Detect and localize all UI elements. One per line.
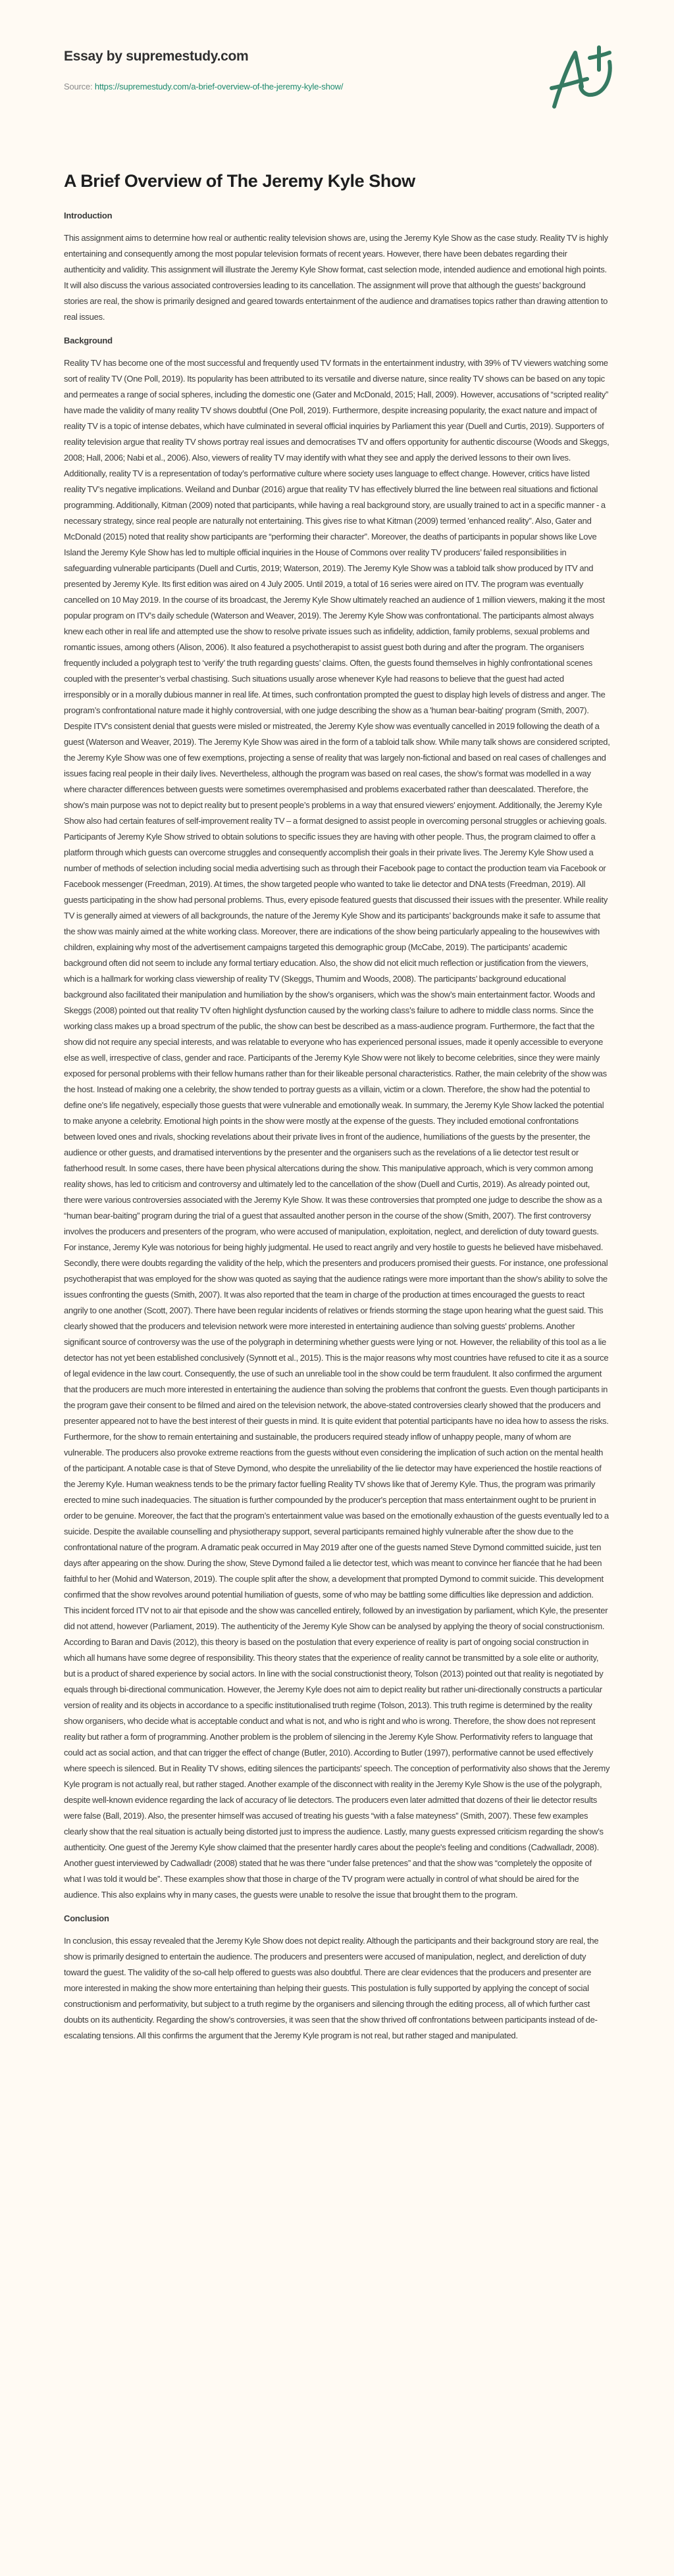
section-heading: Introduction <box>64 211 113 220</box>
a-plus-grade-icon <box>546 45 625 111</box>
section-body: Reality TV has become one of the most successful and frequently used TV formats in the entertainment industry, with 39% of TV viewers watching some sort of reality TV (One Poll, 2019). Its popularity has been attributed to its versatile and diverse nature, since reality TV shows can be based on any topic and permeates a range of social spheres, including the domestic one (Gater and McDonald, 2015; Hall, 2009). However, accusations of “scripted reality” have made the validity of many reality TV shows doubtful (One Poll, 2019). Furthermore, despite increasing popularity, the exact nature and impact of reality TV is a topic of intense debates, which have culminated in several official inquiries by Parliament this year (Duell and Curtis, 2019). Supporters of reality television argue that reality TV shows portray real issues and democratises TV and offers opportunity for authentic discourse (Woods and Skeggs, 2008; Hall, 2006; Nabi et al., 2006). Also, viewers of reality TV may identify with what they see and apply the derived lessons to their own lives. Additionally, reality TV is a representation of today’s performative culture where society uses language to effect change. However, critics have listed reality TV’s negative implications. Weiland and Dunbar (2016) argue that reality TV has effectively blurred the line between real situations and fictional programming. Additionally, Kitman (2009) noted that participants, while having a real background story, are usually trained to act in a specific manner - a necessary strategy, since real people are naturally not entertaining. This gives rise to what Kitman (2009) termed 'enhanced reality”. Also, Gater and McDonald (2015) noted that reality show participants are “performing their character”. Moreover, the deaths of participants in popular shows like Love Island the Jeremy Kyle Show has led to multiple official inquiries in the House of Commons over reality TV producers’ failed responsibilities in safeguarding vulnerable participants (Duell and Curtis, 2019; Waterson, 2019). The Jeremy Kyle Show was a tabloid talk show produced by ITV and presented by Jeremy Kyle. Its first edition was aired on 4 July 2005. Until 2019, a total of 16 series were aired on ITV. The program was eventually cancelled on 10 May 2019. In the course of its broadcast, the Jeremy Kyle Show ultimately reached an audience of 1 million viewers, making it the most popular program on ITV’s daily schedule (Waterson and Weaver, 2019). The Jeremy Kyle Show was confrontational. The participants almost always knew each other in real life and attempted use the show to resolve private issues such as infidelity, addiction, family problems, sexual problems and romantic issues, among others (Alison, 2006). It also featured a psychotherapist to assist guest both during and after the program. The organisers frequently included a polygraph test to ‘verify’ the truth regarding guests’ claims. Often, the guests found themselves in highly confrontational scenes coupled with the presenter’s verbal chastising. Such situations usually arose whenever Kyle had reasons to believe that the guest had acted irresponsibly or in a morally dubious manner in real life. At times, such confrontation prompted the guest to display high levels of distress and anger. The program’s confrontational nature made it highly controversial, with one judge describing the show as a 'human bear-baiting' program (Smith, 2007). Despite ITV's consistent denial that guests were misled or mistreated, the Jeremy Kyle show was eventually cancelled in 2019 following the death of a guest (Waterson and Weaver, 2019). The Jeremy Kyle Show was aired in the form of a tabloid talk show. While many talk shows are considered scripted, the Jeremy Kyle Show was one of few exemptions, projecting a sense of reality that was largely non-fictional and based on real cases of challenges and issues facing real people in their daily lives. Nevertheless, although the program was based on real cases, the show’s format was modelled in a way where character differences between guests were sometimes overemphasised and problems exacerbated rather than deescalated. Therefore, the show’s main purpose was not to depict reality but to present people’s problems in a way that ensured viewers' enjoyment. Additionally, the Jeremy Kyle Show also had certain features of self-improvement reality TV – a format designed to assist people in overcoming personal struggles or achieving goals. Participants of Jeremy Kyle Show strived to obtain solutions to specific issues they are having with other people. Thus, the program claimed to offer a platform through which guests can overcome struggles and consequently accomplish their goals in their private lives. The Jeremy Kyle Show used a number of methods of selection including social media advertising such as through their Facebook page to contact the production team via Facebook or Facebook messenger (Freedman, 2019). At times, the show targeted people who wanted to take lie detector and DNA tests (Freedman, 2019). All guests participating in the show had personal problems. Thus, every episode featured guests that discussed their issues with the presenter. While reality TV is generally aimed at viewers of all backgrounds, the nature of the Jeremy Kyle Show and its participants’ backgrounds make it safe to assume that the show was mainly aimed at the white working class. Moreover, there are indications of the show being particularly appealing to the housewives with children, explaining why most of the advertisement campaigns targeted this demographic group (McCabe, 2019). The participants’ academic background often did not seem to include any formal tertiary education. Also, the show did not elicit much reflection or justification from the viewers, which is a hallmark for working class viewership of reality TV (Skeggs, Thumim and Woods, 2008). The participants’ background educational background also facilitated their manipulation and humiliation by the show’s organisers, which was the show’s main entertainment factor. Woods and Skeggs (2008) pointed out that reality TV often highlight dysfunction caused by the working class’s failure to adhere to middle class norms. Since the working class makes up a broad spectrum of the public, the show can best be described as a mass-audience program. Furthermore, the fact that the show did not require any special interests, and was relatable to everyone who has experienced personal issues, made it openly accessible to everyone else as well, irrespective of class, gender and race. Participants of the Jeremy Kyle Show were not likely to become celebrities, since they were mainly exposed for personal problems with their fellow humans rather than for their likeable personal characteristics. Rather, the main celebrity of the show was the host. Instead of making one a celebrity, the show tended to portray guests as a villain, victim or a clown. Therefore, the show had the potential to define one's life negatively, especially those guests that were vulnerable and emotionally weak. In summary, the Jeremy Kyle Show lacked the potential to make anyone a celebrity. Emotional high points in the show were mostly at the expense of the guests. They included emotional confrontations between loved ones and rivals, shocking revelations about their private lives in front of the audience, humiliations of the guests by the presenter, the audience or other guests, and dramatised interventions by the presenter and the organisers such as the revelations of a lie detector test result or fatherhood result. In some cases, there have been physical altercations during the show. This manipulative approach, which is very common among reality shows, has led to criticism and controversy and ultimately led to the cancellation of the show (Duell and Curtis, 2019). As already pointed out, there were various controversies associated with the Jeremy Kyle Show. It was these controversies that prompted one judge to describe the show as a “human bear-baiting” program during the trial of a guest that assaulted another person in the course of the show (Smith, 2007). The first controversy involves the producers and presenters of the program, who were accused of manipulation, exploitation, neglect, and dereliction of duty toward guests. For instance, Jeremy Kyle was notorious for being highly judgmental. He used to react angrily and very hostile to guests he believed have misbehaved. Secondly, there were doubts regarding the validity of the help, which the presenters and producers promised their guests. For instance, one professional psychotherapist that was employed for the show was quoted as saying that the audience ratings were more important than the show's ability to solve the issues confronting the guests (Smith, 2007). It was also reported that the team in charge of the production at times encouraged the guests to react angrily to one another (Scott, 2007). There have been regular incidents of relatives or friends storming the stage upon hearing what the guest said. This clearly showed that the producers and television network were more interested in entertaining audience than solving guests' problems. Another significant source of controversy was the use of the polygraph in determining whether guests were lying or not. However, the reliability of this tool as a lie detector has not yet been established conclusively (Synnott et al., 2015). This is the major reasons why most countries have refused to cite it as a source of legal evidence in the law court. Consequently, the use of such an unreliable tool in the show could be term fraudulent. It also confirmed the argument that the producers are much more interested in entertaining the audience than solving the problems that confront the guests. Even though participants in the program gave their consent to be filmed and aired on the television network, the above-stated controversies clearly showed that the producers and presenter appeared not to have the best interest of their guests in mind. It is quite evident that potential participants have no idea how to assess the risks. Furthermore, for the show to remain entertaining and sustainable, the producers required steady inflow of unhappy people, many of whom are vulnerable. The producers also provoke extreme reactions from the guests without even considering the implication of such action on the mental health of the participant. A notable case is that of Steve Dymond, who despite the unreliability of the lie detector may have experienced the hostile reactions of the Jeremy Kyle. Human weakness tends to be the primary factor fuelling Reality TV shows like that of Jeremy Kyle. Thus, the program was primarily erected to mine such inadequacies. The situation is further compounded by the producer's perception that mass entertainment ought to be prurient in order to be genuine. Moreover, the fact that the program’s entertainment value was based on the emotionally exhaustion of the guests eventually led to a suicide. Despite the available counselling and physiotherapy support, several participants remained highly vulnerable after the show due to the confrontational nature of the program. A dramatic peak occurred in May 2019 after one of the guests named Steve Dymond committed suicide, just ten days after appearing on the show. During the show, Steve Dymond failed a lie detector test, which was meant to convince her fiancée that he had been faithful to her (Mohid and Waterson, 2019). The couple split after the show, a development that prompted Dymond to commit suicide. This development confirmed that the show revolves around potential humiliation of guests, some of who may be battling some difficulties like depression and addiction. This incident forced ITV not to air that episode and the show was cancelled entirely, followed by an investigation by parliament, which Kyle, the presenter did not attend, however (Parliament, 2019). The authenticity of the Jeremy Kyle Show can be analysed by applying the theory of social constructionism. According to Baran and Davis (2012), this theory is based on the postulation that every experience of reality is part of ongoing social construction in which all humans have some degree of responsibility. This theory states that the experience of reality cannot be transmitted by a sole elite or authority, but is a product of shared experience by social actors. In line with the social constructionist theory, Tolson (2013) pointed out that reality is negotiated by equals through bi-directional communication. However, the Jeremy Kyle does not aim to depict reality but rather uni-directionally constructs a particular version of reality and its objects in accordance to a specific institutionalised truth regime (Tolson, 2013). This truth regime is determined by the reality show organisers, who decide what is acceptable conduct and what is not, and who is right and who is wrong. Therefore, the show does not represent reality but rather a form of programming. Another problem is the problem of silencing in the Jeremy Kyle Show. Performativity refers to language that could act as social action, and that can trigger the effect of change (Butler, 2010). According to Butler (1997), performative cannot be used effectively where speech is silenced. But in Reality TV shows, editing silences the participants' speech. The conception of performativity also shows that the Jeremy Kyle program is not actually real, but rather staged. Another example of the disconnect with reality in the Jeremy Kyle Show is the use of the polygraph, despite well-known evidence regarding the lack of accuracy of lie detectors. The producers even later admitted that dozens of their lie detector results were false (Ball, 2019). Also, the presenter himself was accused of treating his guests “with a false mateyness” (Smith, 2007). These few examples clearly show that the real situation is actually being distorted just to impress the audience. Lastly, many guests expressed criticism regarding the show’s authenticity. One guest of the Jeremy Kyle show claimed that the presenter hardly cares about the people's feeling and conditions (Cadwalladr, 2008). Another guest interviewed by Cadwalladr (2008) stated that he was there “under false pretences” and that the show was “completely the opposite of what I was told it would be”. These examples show that those in charge of the TV program were actually in control of what should be aired for the audience. This also explains why in many cases, the guests were unable to resolve the issue that brought them to the program. <box>64 358 610 1900</box>
source-label: Source: <box>64 82 95 91</box>
section-heading: Background <box>64 336 113 345</box>
section-body: In conclusion, this essay revealed that the Jeremy Kyle Show does not depict reality. Although the participants and their background story are real, the show is primarily designed to entertain the audience. The producers and presenters were accused of manipulation, neglect, and dereliction of duty toward the guest. The validity of the so-call help offered to guests was also doubtful. There are clear evidences that the producers and presenter are more interested in making the show more entertaining than helping their guests. This postulation is fully supported by applying the concept of social constructionism and performativity, but subject to a truth regime by the organisers and silencing through the editing process, all of which further cast doubts on its authenticity. Regarding the show’s controversies, it was seen that the show thrived off confrontations between participants instead of de-escalating tensions. All this confirms the argument that the Jeremy Kyle program is not real, but rather staged and manipulated. <box>64 1936 599 2040</box>
section-background <box>64 334 610 1903</box>
page-header <box>0 0 674 132</box>
section-conclusion <box>64 1912 610 2044</box>
section-introduction <box>64 209 610 325</box>
source-line <box>64 82 343 91</box>
section-heading: Conclusion <box>64 1913 109 1923</box>
section-body: This assignment aims to determine how real or authentic reality television shows are, using the Jeremy Kyle Show as the case study. Reality TV is highly entertaining and consequently among the most popular television formats of recent years. However, there have been debates regarding their authenticity and validity. This assignment will illustrate the Jeremy Kyle Show format, cast selection mode, intended audience and emotional high points. It will also discuss the various associated controversies leading to its cancellation. The assignment will prove that although the guests’ background stories are real, the show is primarily designed and geared towards entertainment of the audience and dramatises topics rather than drawing attention to real issues. <box>64 233 608 322</box>
essay-content <box>0 170 674 2044</box>
document-title: A Brief Overview of The Jeremy Kyle Show <box>64 171 415 191</box>
source-link[interactable]: https://supremestudy.com/a-brief-overview-of-the-jeremy-kyle-show/ <box>94 82 344 91</box>
brand-title: Essay by supremestudy.com <box>64 49 249 64</box>
